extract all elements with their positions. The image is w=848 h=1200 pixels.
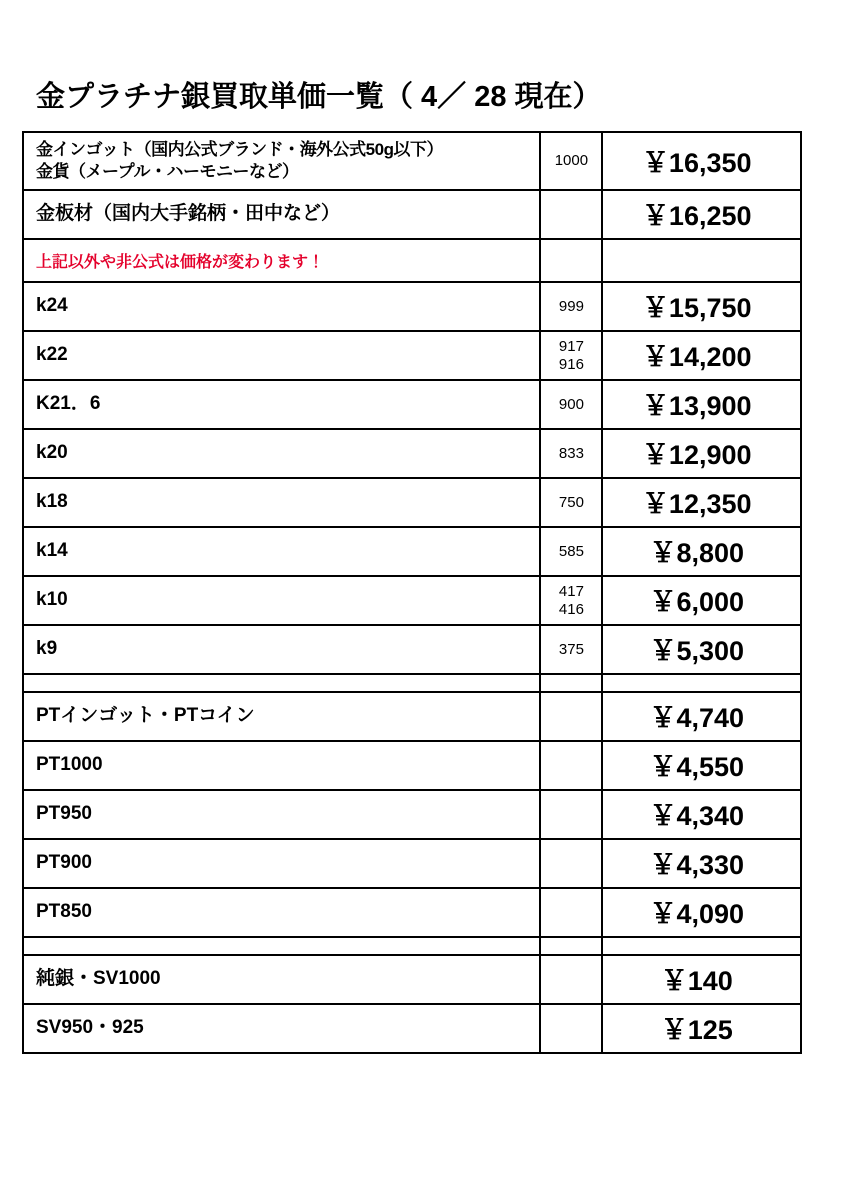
spacer-row [23, 937, 801, 955]
fineness-value: 375 [558, 640, 584, 658]
table-row [23, 527, 801, 576]
fineness-value: 917 [558, 338, 584, 356]
item-name-cell [23, 888, 540, 937]
price-value: ￥4,340 [649, 801, 745, 831]
item-name-line1: PT850 [36, 901, 92, 923]
table-row [23, 576, 801, 625]
fineness-value-alt: 416 [558, 600, 584, 618]
fineness-value: 999 [558, 297, 584, 315]
item-name-line1: k18 [36, 491, 68, 513]
table-row [23, 132, 801, 190]
price-value: ￥12,900 [641, 440, 752, 470]
price-value: ￥14,200 [641, 342, 752, 372]
price-value: ￥8,800 [649, 538, 745, 568]
item-name-line1: SV950・925 [36, 1017, 144, 1039]
price-cell [602, 955, 801, 1004]
spacer-cell [540, 674, 602, 692]
item-name-line1: 金板材（国内大手銘柄・田中など） [36, 203, 341, 225]
item-name-cell [23, 380, 540, 429]
price-cell [602, 190, 801, 239]
price-value: ￥125 [660, 1015, 733, 1045]
fineness-cell [540, 576, 602, 625]
price-cell [602, 576, 801, 625]
spacer-cell [23, 937, 540, 955]
fineness-cell [540, 429, 602, 478]
item-name-cell [23, 955, 540, 1004]
fineness-cell [540, 132, 602, 190]
notice-row [23, 239, 801, 282]
item-name-line1: k14 [36, 540, 68, 562]
price-cell [602, 1004, 801, 1053]
item-name-cell [23, 478, 540, 527]
item-name-cell [23, 741, 540, 790]
item-name-line1: k9 [36, 638, 58, 660]
price-value: ￥12,350 [641, 489, 752, 519]
item-name-line2: 金貨（メープル・ハーモニーなど） [36, 161, 299, 181]
fineness-value: 833 [558, 444, 584, 462]
spacer-cell [23, 674, 540, 692]
table-row [23, 625, 801, 674]
table-row [23, 790, 801, 839]
table-row [23, 478, 801, 527]
item-name-cell [23, 190, 540, 239]
notice-text: 上記以外や非公式は価格が変わります！ [36, 253, 325, 271]
table-row [23, 839, 801, 888]
price-cell [602, 527, 801, 576]
price-value: ￥140 [660, 966, 733, 996]
fineness-cell [540, 331, 602, 380]
fineness-cell [540, 478, 602, 527]
price-value: ￥15,750 [641, 293, 752, 323]
price-value: ￥4,330 [649, 850, 745, 880]
item-name-line1: PT900 [36, 852, 92, 874]
item-name-cell [23, 1004, 540, 1053]
price-value: ￥4,550 [649, 752, 745, 782]
price-cell [602, 692, 801, 741]
fineness-value: 585 [558, 542, 584, 560]
fineness-value: 900 [558, 395, 584, 413]
fineness-cell [540, 282, 602, 331]
fineness-cell [540, 527, 602, 576]
item-name-cell [23, 576, 540, 625]
price-cell [602, 380, 801, 429]
item-name-line1: 純銀・SV1000 [36, 968, 161, 990]
table-row [23, 692, 801, 741]
item-name-line1: K21．6 [36, 393, 101, 415]
price-cell [602, 790, 801, 839]
price-value: ￥5,300 [649, 636, 745, 666]
price-table [22, 131, 802, 1054]
table-row [23, 741, 801, 790]
price-cell [602, 839, 801, 888]
price-value [603, 257, 800, 265]
notice-cell [23, 239, 540, 282]
price-cell [602, 132, 801, 190]
table-row [23, 331, 801, 380]
spacer-cell [602, 674, 801, 692]
page-title: 金プラチナ銀買取単価一覧（ 4／ 28 現在） [36, 81, 602, 113]
fineness-cell [540, 380, 602, 429]
table-row [23, 955, 801, 1004]
fineness-cell [540, 888, 602, 937]
item-name-line1: PTインゴット・PTコイン [36, 705, 255, 727]
price-value: ￥16,350 [641, 147, 752, 178]
fineness-cell [540, 955, 602, 1004]
item-name-line1: k20 [36, 442, 68, 464]
item-name-cell [23, 282, 540, 331]
item-name-cell [23, 331, 540, 380]
price-cell [602, 478, 801, 527]
price-cell [602, 282, 801, 331]
item-name-cell [23, 527, 540, 576]
item-name-line1: k24 [36, 295, 68, 317]
price-value: ￥16,250 [641, 201, 752, 231]
table-row [23, 380, 801, 429]
price-table-body [23, 132, 801, 1053]
item-name-cell [23, 790, 540, 839]
price-cell [602, 625, 801, 674]
price-value: ￥4,740 [649, 703, 745, 733]
item-name-cell [23, 429, 540, 478]
price-value: ￥4,090 [649, 899, 745, 929]
item-name-line1: PT1000 [36, 754, 103, 776]
fineness-value: 750 [558, 493, 584, 511]
fineness-cell [540, 625, 602, 674]
table-row [23, 1004, 801, 1053]
fineness-cell [540, 1004, 602, 1053]
table-row [23, 888, 801, 937]
item-name-cell [23, 625, 540, 674]
spacer-cell [602, 937, 801, 955]
fineness-cell [540, 190, 602, 239]
fineness-cell [540, 741, 602, 790]
item-name-cell [23, 692, 540, 741]
spacer-cell [540, 937, 602, 955]
price-cell [602, 239, 801, 282]
fineness-cell [540, 790, 602, 839]
item-name-line1: PT950 [36, 803, 92, 825]
price-cell [602, 888, 801, 937]
item-name-line1: 金インゴット（国内公式ブランド・海外公式50g以下） [36, 140, 443, 160]
fineness-value: 417 [558, 583, 584, 601]
item-name-cell [23, 132, 540, 190]
price-cell [602, 429, 801, 478]
fineness-value: 1000 [554, 152, 589, 170]
fineness-cell [540, 239, 602, 282]
fineness-cell [540, 692, 602, 741]
price-cell [602, 741, 801, 790]
table-row [23, 429, 801, 478]
price-value: ￥13,900 [641, 391, 752, 421]
price-value: ￥6,000 [649, 587, 745, 617]
fineness-value-alt: 916 [558, 355, 584, 373]
table-row [23, 190, 801, 239]
item-name-line1: k10 [36, 589, 68, 611]
spacer-row [23, 674, 801, 692]
price-cell [602, 331, 801, 380]
table-row [23, 282, 801, 331]
item-name-cell [23, 839, 540, 888]
fineness-cell [540, 839, 602, 888]
item-name-line1: k22 [36, 344, 68, 366]
